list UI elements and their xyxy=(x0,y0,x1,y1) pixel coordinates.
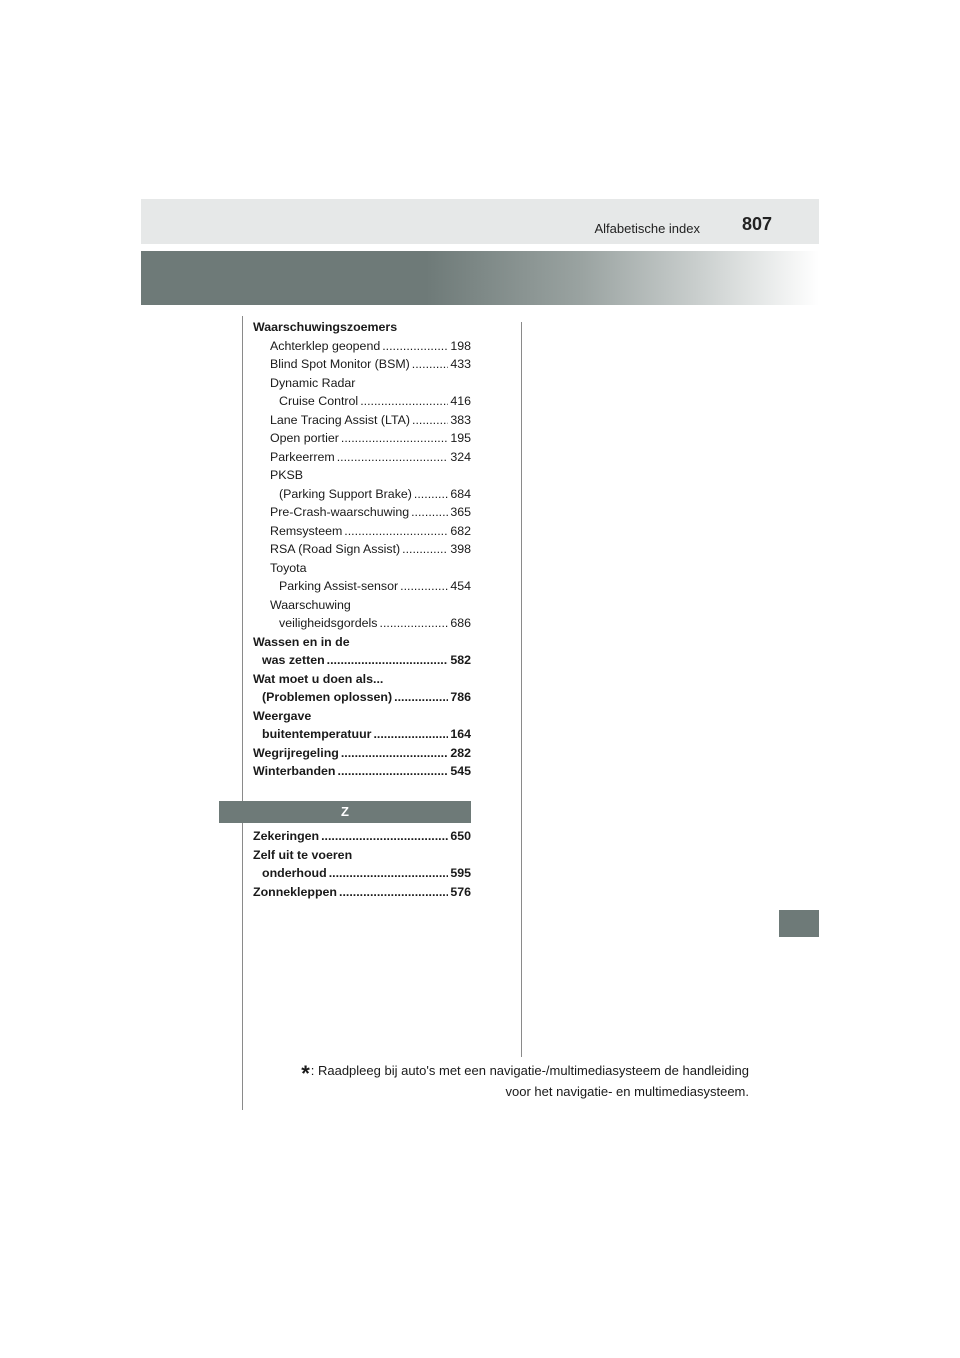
index-entry: Waarschuwing xyxy=(270,597,351,612)
page-ref: 416 xyxy=(450,394,471,408)
footnote xyxy=(301,1062,749,1101)
decorative-gradient-bar xyxy=(141,251,819,305)
thumb-index-tab xyxy=(779,910,819,937)
index-entry: Parkeerrem ..... 324 xyxy=(253,448,471,467)
index-entry: PKSB xyxy=(270,468,304,482)
page-ref: 576 xyxy=(450,884,471,899)
index-entry: Parking Assist-sensor ..... 454 xyxy=(253,577,471,596)
footnote-line-1: *: Raadpleeg bij auto's met een navigatie-/multimediasysteem de handleiding xyxy=(301,1061,749,1086)
index-entry-heading: Weergave xyxy=(253,708,312,723)
index-column-z xyxy=(253,827,471,901)
footnote-line-2: voor het navigatie- en multimediasysteem. xyxy=(505,1084,749,1099)
index-entry-heading: Wat moet u doen als... xyxy=(253,671,384,686)
page-ref: 324 xyxy=(450,449,471,464)
page-ref: 383 xyxy=(450,412,471,427)
index-entry: Dynamic Radar xyxy=(270,375,356,390)
index-entry-heading: Waarschuwingszoemers xyxy=(253,320,398,334)
index-entry: Zonnekleppen ..... 576 xyxy=(253,883,471,902)
index-entry: Blind Spot Monitor (BSM) ..... 433 xyxy=(253,355,471,374)
index-entry: Open portier ..... 195 xyxy=(253,429,471,448)
index-entry: Pre-Crash-waarschuwing ..... 365 xyxy=(253,503,471,522)
index-entry: Toyota xyxy=(270,560,307,575)
index-entry: Lane Tracing Assist (LTA) ..... 383 xyxy=(253,411,471,430)
index-entry: Achterklep geopend ..... 198 xyxy=(253,337,471,356)
page-ref: 398 xyxy=(450,542,471,556)
page-number: 807 xyxy=(742,214,773,234)
index-entry: onderhoud ..... 595 xyxy=(253,864,471,883)
page-ref: 195 xyxy=(450,431,471,445)
index-entry: buitentemperatuur ..... 164 xyxy=(253,725,471,744)
page-ref: 454 xyxy=(450,579,471,593)
index-entry: Cruise Control ..... 416 xyxy=(253,392,471,411)
page-ref: 786 xyxy=(450,690,471,704)
header-band xyxy=(141,199,819,244)
page-ref: 582 xyxy=(450,653,471,667)
page-ref: 433 xyxy=(450,357,471,371)
page-ref: 164 xyxy=(450,727,471,741)
index-entry: Remsysteem ..... 682 xyxy=(253,522,471,541)
page-ref: 686 xyxy=(450,616,471,630)
column-divider xyxy=(521,322,522,1057)
page-ref: 682 xyxy=(450,523,471,538)
page-ref: 684 xyxy=(450,486,471,501)
page-ref: 650 xyxy=(450,829,471,843)
section-title: Alfabetische index xyxy=(594,221,700,236)
index-entry-heading: Wassen en in de xyxy=(253,634,350,649)
page-ref: 198 xyxy=(450,338,471,353)
page-ref: 595 xyxy=(450,866,471,880)
page-ref: 545 xyxy=(450,764,471,778)
index-entry: (Parking Support Brake) ..... 684 xyxy=(253,485,471,504)
index-entry: was zetten ..... 582 xyxy=(253,651,471,670)
index-column-1 xyxy=(253,318,471,781)
left-column-rule xyxy=(242,316,243,1110)
footnote-asterisk: * xyxy=(301,1061,310,1086)
section-letter-z: Z xyxy=(219,801,471,823)
index-entry: Zekeringen ..... 650 xyxy=(253,827,471,846)
index-entry: (Problemen oplossen) ..... 786 xyxy=(253,688,471,707)
page-ref: 365 xyxy=(450,505,471,519)
index-entry: veiligheidsgordels ..... 686 xyxy=(253,614,471,633)
index-entry: Winterbanden ..... 545 xyxy=(253,762,471,781)
index-entry-heading: Zelf uit te voeren xyxy=(253,847,353,862)
index-entry: RSA (Road Sign Assist) ..... 398 xyxy=(253,540,471,559)
page-ref: 282 xyxy=(450,745,471,760)
index-entry: Wegrijregeling ..... 282 xyxy=(253,744,471,763)
